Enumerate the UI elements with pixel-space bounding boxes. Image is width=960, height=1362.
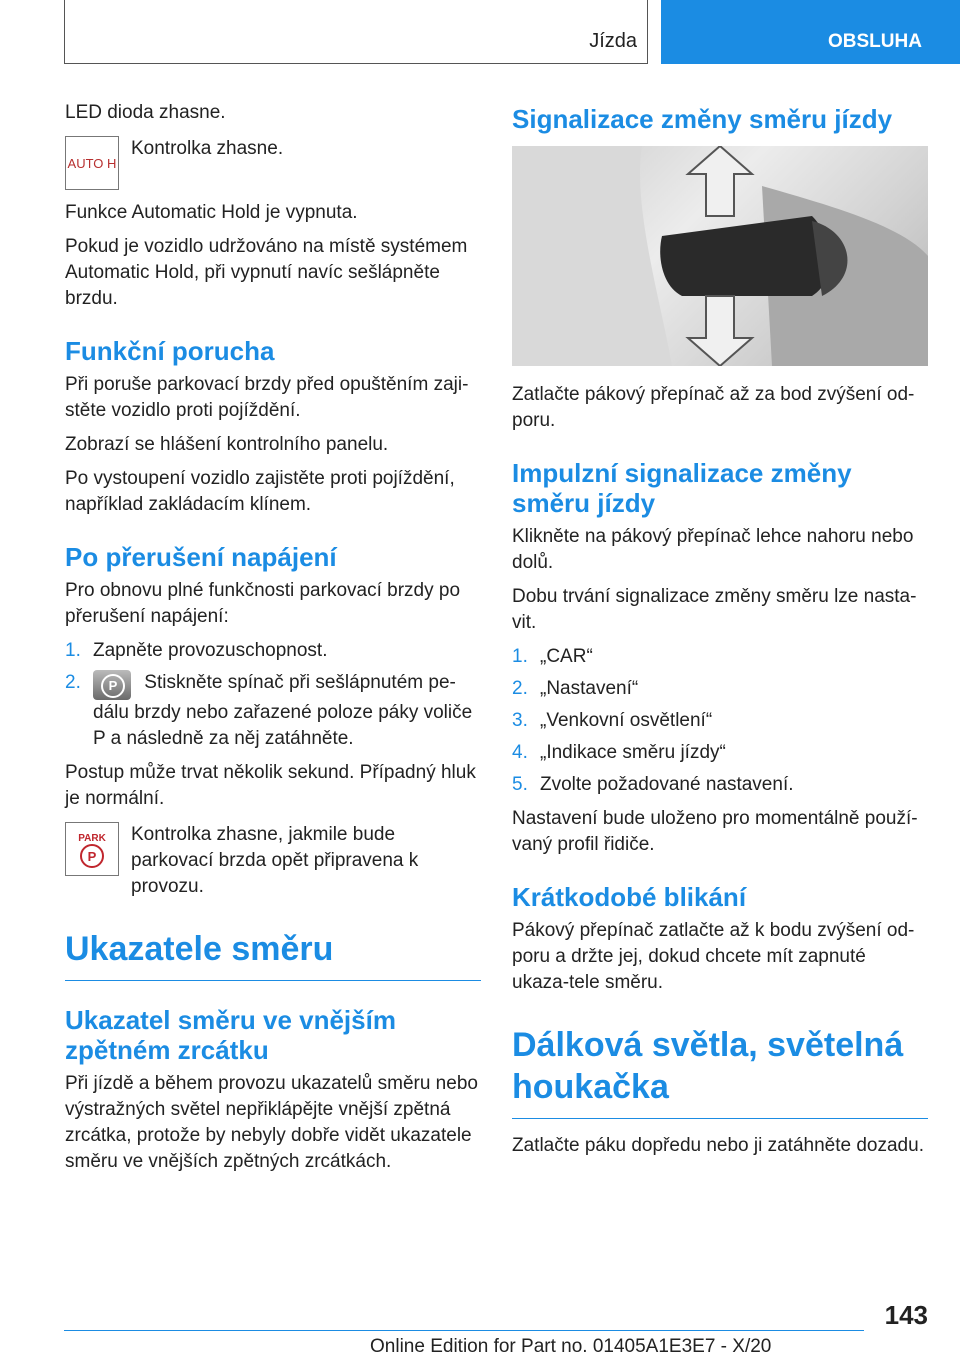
list-item: 1. Zapněte provozuschopnost. (65, 640, 328, 661)
header-box (64, 0, 648, 64)
list-item: 2. P Stiskněte spínač při sešlápnutém pe-dálu brzdy nebo zařazené poloze páky voliče P a následně za něj zatáhněte. (65, 672, 473, 749)
paragraph: Funkce Automatic Hold je vypnuta. (65, 202, 358, 223)
heading-power: Po přerušení napájení (65, 542, 337, 572)
paragraph: Při poruše parkovací brzdy před opuštěním zaji-stěte vozidlo proti pojíždění. (65, 374, 469, 421)
list-item: 3. „Venkovní osvětlení“ (512, 710, 713, 731)
list-item: 2. „Nastavení“ (512, 678, 639, 699)
heading-blink: Krátkodobé blikání (512, 882, 747, 912)
heading-fault: Funkční porucha (65, 336, 275, 366)
paragraph: Zatlačte pákový přepínač až za bod zvýšení od-poru. (512, 384, 915, 431)
steps-list (65, 638, 481, 752)
list-item: 4. „Indikace směru jízdy“ (512, 742, 726, 763)
auto-hold-indicator-row (65, 136, 481, 190)
paragraph: Dobu trvání signalizace změny směru lze nasta-vit. (512, 586, 917, 633)
icon-caption: Kontrolka zhasne. (131, 138, 284, 159)
heading-signal: Signalizace změny směru jízdy (512, 104, 893, 134)
paragraph: Zatlačte páku dopředu nebo ji zatáhněte dozadu. (512, 1135, 924, 1156)
parking-brake-button-icon: P (93, 670, 131, 700)
svg-text:PARK: PARK (78, 833, 106, 844)
heading-highbeam: Dálková světla, světelná houkačka (512, 1024, 928, 1119)
paragraph: Pro obnovu plné funkčnosti parkovací brzdy po přerušení napájení: (65, 580, 461, 627)
svg-text:P: P (87, 849, 97, 864)
paragraph: Nastavení bude uloženo pro momentálně použí-vaný profil řidiče. (512, 808, 918, 855)
paragraph: Zobrazí se hlášení kontrolního panelu. (65, 434, 389, 455)
footer-divider (64, 1330, 864, 1331)
icon-caption: Kontrolka zhasne, jakmile bude parkovací brzda opět připravena k provozu. (131, 824, 419, 897)
auto-hold-icon: AUTO H (65, 136, 119, 190)
paragraph: Pákový přepínač zatlačte až k bodu zvýšení od-poru a držte jej, dokud chcete mít zapnuté ukaza-tele směru. (512, 920, 915, 993)
turn-signal-lever-image (512, 146, 928, 366)
heading-mirror: Ukazatel směru ve vnějším zpětném zrcátku (65, 1005, 396, 1065)
park-indicator-row (65, 822, 481, 900)
paragraph: Po vystoupení vozidlo zajistěte proti pojíždění, například zakládacím klínem. (65, 468, 455, 515)
list-item: 1. „CAR“ (512, 646, 593, 667)
paragraph: LED dioda zhasne. (65, 102, 226, 123)
chapter-title: OBSLUHA (828, 31, 922, 52)
page-number: 143 (884, 1300, 928, 1330)
edition-info: Online Edition for Part no. 01405A1E3E7 - X/20 (370, 1336, 772, 1357)
paragraph: Postup může trvat několik sekund. Případný hluk je normální. (65, 762, 476, 809)
section-title: Jízda (589, 30, 637, 52)
heading-pulse: Impulzní signalizace změny směru jízdy (512, 458, 852, 518)
heading-indicators: Ukazatele směru (65, 928, 481, 981)
paragraph: Při jízdě a během provozu ukazatelů směru nebo výstražných světel nepřiklápějte vnější zpětná zrcátka, protože by nebyly dobře vidět ukazatele směru ve vnějších zpětných zrcátkách. (65, 1073, 478, 1172)
list-item: 5. Zvolte požadované nastavení. (512, 774, 794, 795)
paragraph: Pokud je vozidlo udržováno na místě systémem Automatic Hold, při vypnutí navíc sešlápněte brzdu. (65, 236, 468, 309)
park-icon (65, 822, 119, 876)
menu-path-list (512, 644, 928, 798)
paragraph: Klikněte na pákový přepínač lehce nahoru nebo dolů. (512, 526, 914, 573)
left-column (65, 100, 481, 1183)
right-column (512, 100, 928, 1167)
